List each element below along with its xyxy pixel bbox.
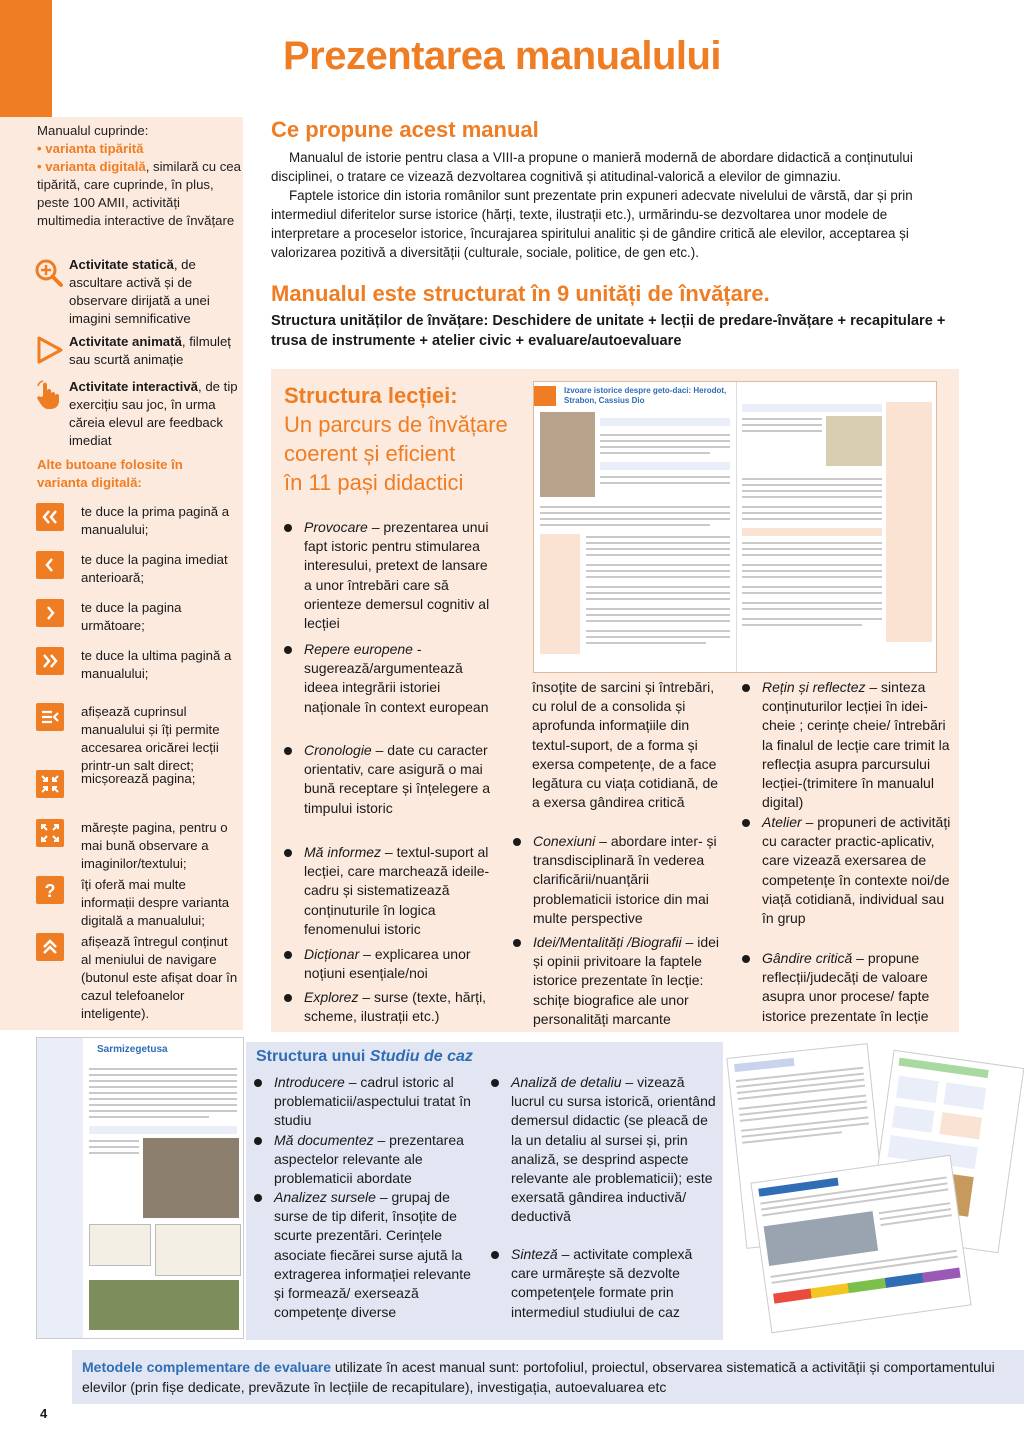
step-text: – propune reflecții/judecăți de valoare asupra unor procese/ fapte istorice prezentate în lecție (762, 950, 930, 1024)
case-study-title (256, 1048, 473, 1066)
step-term: Atelier (762, 814, 802, 830)
step-text: – date cu caracter orientativ, care asigură o mai bună receptare și înțelegere a timpului istoric (304, 742, 491, 816)
nav-item-text: mărește pagina, pentru o mai bună observare a imaginilor/textului; (81, 820, 228, 871)
last-page-icon[interactable] (36, 647, 64, 675)
nav-item-text: îți oferă mai multe informații despre varianta digitală a manualului; (81, 877, 230, 928)
step-term: Gândire critică (762, 950, 853, 966)
activity-text: , filmuleț sau scurtă animație (69, 334, 231, 367)
step-text: – idei și opinii privitoare la faptele istorice prezentate în lecție: schițe biografice ale unor personalități marcante (533, 934, 719, 1027)
step-text: – vizează lucrul cu sursa istorică, orientând demersul didactic (se pleacă de la un detaliu al sursei și, prin analiză, se desprind aspecte relevante ale problematicii); este exersată gândirea inductivă/ deductivă (511, 1074, 716, 1225)
svg-text:?: ? (44, 881, 56, 900)
lesson-title-bold: Structura lecției: (284, 383, 458, 408)
activity-bold: Activitate statică (69, 257, 174, 272)
step-text: – propuneri de activități cu caracter practic-aplicativ, care vizează exersarea de competențe în contexte noi/de viață cotidiană, individual sau în grup (762, 814, 951, 927)
step-text: – cadrul istoric al problematicii/aspectului tratat în studiu (274, 1074, 471, 1129)
previous-page-icon[interactable] (36, 551, 64, 579)
lesson-preview-image (533, 381, 937, 673)
nav-item-text: te duce la ultima pagină a manualului; (81, 648, 232, 681)
shrink-page-icon[interactable] (36, 770, 64, 798)
step-text: – activitate complexă care urmărește să dezvolte competențele formate prin intermediul studiului de caz (511, 1246, 693, 1320)
activity-static (34, 256, 239, 326)
evaluation-rest: utilizate în acest manual sunt: portofoliul, proiectul, observarea sistematică a activității și comportamentului elevilor (prin fișe dedicate, prevăzute în lecțiile de recapitulare), investigația, autoevaluarea etc (82, 1359, 995, 1395)
step-term: Rețin și reflectez (762, 679, 866, 695)
bullet-print: • varianta tipărită (37, 141, 144, 156)
step-term: Analiză de detaliu (511, 1074, 622, 1090)
step-term: Analizez sursele (274, 1189, 376, 1205)
lesson-title-line: coerent și eficient (284, 441, 456, 466)
structure-subheading: Structura unităților de învățare: Deschidere de unitate + lecții de predare-învățare + recapitulare + trusa de instrumente + atelier civic + evaluare/autoevaluare (271, 313, 946, 349)
case-title-italic: Studiu de caz (369, 1048, 473, 1065)
magnifier-plus-icon (34, 258, 64, 288)
step-text: – prezentarea unui fapt istoric pentru stimularea interesului, pretext de lansare a unor întrebări care să orienteze demersul cognitiv al lecției (304, 519, 490, 632)
activity-text: , de ascultare activă și de observare dirijată a unei imagini semnificative (69, 257, 210, 326)
intro-paragraph-2: Faptele istorice din istoria românilor sunt prezentate prin expuneri adecvate nivelului de vârstă, dar și prin intermediul diferitelor surse istorice (hărți, texte, ilustrații etc.), urmărindu-se dezvoltarea unor modele de interpretare a proceselor istorice, încurajarea spiritului analitic și de gândire critică ale elevilor, acceptarea și valorizarea pozitivă a diversității (culturale, sociale, politice, de gen etc.). (271, 188, 913, 260)
next-page-icon[interactable] (36, 599, 64, 627)
orange-corner-block (0, 0, 52, 117)
step-term: Cronologie (304, 742, 372, 758)
step-term: Mă informez (304, 844, 382, 860)
step-text: – abordare inter- și transdisciplinară în vederea clarificării/nuanțării problematicii istorice din mai multe perspective (533, 833, 717, 926)
step-term: Provocare (304, 519, 368, 535)
enlarge-page-icon[interactable] (36, 819, 64, 847)
step-text: – prezentarea aspectelor relevante ale problematicii abordate (274, 1132, 464, 1187)
intro-heading: Ce propune acest manual (271, 117, 539, 142)
activity-animated (34, 333, 239, 373)
step-text: – explicarea unor noțiuni esențiale/noi (304, 946, 471, 982)
step-text: – textul-suport al lecției, care marchează ideile-cadru și sistematizează conținuturile în logica fenomenului istoric (304, 844, 490, 937)
bullet-digital: • varianta digitală (37, 159, 146, 174)
explorez-continuation: însoțite de sarcini și întrebări, cu rolul de a consolida și aprofunda informațiile din textul-suport, de a forma și exersa competențe, de a face legătura cu viața cotidiană, de a exersa gândirea critică (532, 679, 719, 811)
intro-paragraph-1: Manualul de istorie pentru clasa a VIII-a propune o manieră modernă de abordare didactică a conținutului disciplinei, o tratare ce vizează dezvoltarea cognitivă și atitudinal-valorică a elevilor de gimnaziu. (271, 150, 913, 184)
page-number: 4 (40, 1406, 48, 1421)
nav-item-text: afișează întregul conținut al meniului de navigare (butonul este afișat doar în cazul telefoanelor inteligente). (81, 934, 238, 1021)
step-term: Repere europene (304, 641, 413, 657)
step-text: - sugerează/argumentează ideea integrării istoriei naționale în context european (304, 641, 489, 715)
nav-item-text: micșorează pagina; (81, 771, 196, 786)
activity-text: , de tip exercițiu sau joc, în urma căreia elevul are feedback imediat (69, 379, 238, 448)
activity-interactive (34, 378, 239, 448)
structure-heading: Manualul este structurat în 9 unități de învățare. (271, 281, 770, 306)
step-term: Conexiuni (533, 833, 596, 849)
case-title-plain: Structura unui (256, 1048, 370, 1065)
evaluation-text (82, 1357, 1012, 1397)
case-thumb-title: Sarmizegetusa (97, 1044, 168, 1055)
help-icon[interactable] (36, 876, 64, 904)
case-study-preview-image (36, 1037, 244, 1339)
evaluation-bold: Metodele complementare de evaluare (82, 1359, 331, 1375)
step-text: – sinteza conținuturilor lecției în idei-cheie ; cerințe cheie/ întrebări la finalul de lecție care trimit la reflecția asupra parcursului lecției-(trimitere în manualul digital) (762, 679, 950, 811)
step-text: – surse (texte, hărți, scheme, ilustrații etc.) (304, 989, 487, 1025)
lesson-title-line: în 11 pași didactici (284, 470, 464, 495)
activity-bold: Activitate interactivă (69, 379, 198, 394)
nav-item-text: te duce la prima pagină a manualului; (81, 504, 230, 537)
step-term: Sinteză (511, 1246, 558, 1262)
table-of-contents-icon[interactable] (36, 703, 64, 731)
intro-line: Manualul cuprinde: (37, 123, 149, 138)
step-term: Dicționar (304, 946, 360, 962)
sidebar-intro (37, 122, 243, 230)
nav-item-text: afișează cuprinsul manualului și îți permite accesarea oricărei lecții printr-un salt direct; (81, 704, 220, 773)
lesson-title-line: Un parcurs de învățare (284, 412, 508, 437)
step-term: Idei/Mentalități /Biografii (533, 934, 682, 950)
hand-pointer-icon (34, 380, 64, 410)
step-text: – grupaj de surse de tip diferit, însoțite de scurte prezentări. Cerințele asociate fiecărei surse ajută la extragerea informației relevante și formează/ exersează competențe diverse (274, 1189, 471, 1321)
step-term: Explorez (304, 989, 359, 1005)
preview-title: Izvoare istorice despre geto-daci: Herodot, Strabon, Cassius Dio (564, 386, 727, 405)
step-term: Mă documentez (274, 1132, 374, 1148)
step-term: Introducere (274, 1074, 345, 1090)
page-title: Prezentarea manualului (283, 34, 722, 78)
nav-item-text: te duce la pagina următoare; (81, 600, 182, 633)
activity-bold: Activitate animată (69, 334, 182, 349)
first-page-icon[interactable] (36, 503, 64, 531)
nav-item-text: te duce la pagina imediat anterioară; (81, 552, 228, 585)
evaluation-preview-image (750, 1155, 971, 1334)
play-icon (34, 335, 64, 365)
nav-heading: Alte butoane folosite în varianta digitală: (37, 457, 183, 490)
menu-expand-icon[interactable] (36, 933, 64, 961)
intro-rest: , similară cu cea tipărită, care cuprinde, în plus, peste 100 AMII, activități multimedia interactive de învățare (37, 159, 241, 228)
